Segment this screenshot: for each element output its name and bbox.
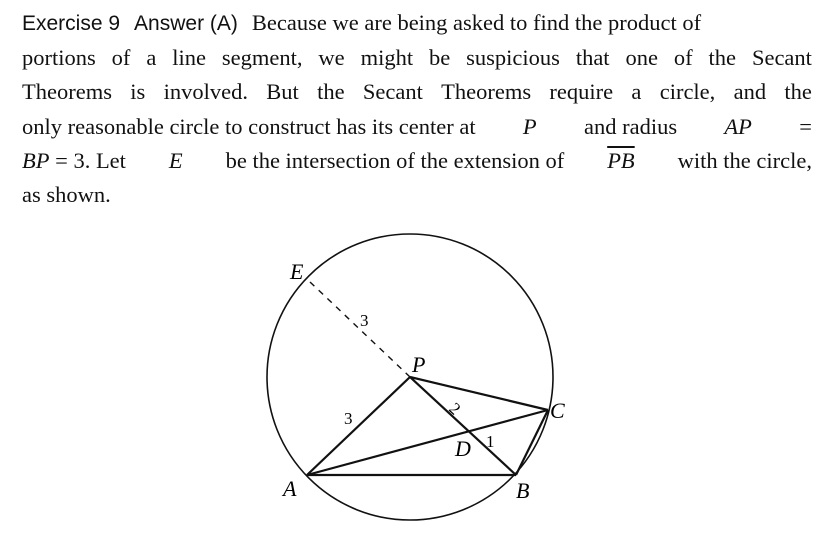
word: of — [111, 45, 131, 71]
word: might — [360, 45, 414, 71]
word: circle, — [659, 79, 716, 105]
word: But — [266, 79, 299, 105]
length-label-pd: 2 — [445, 398, 465, 419]
length-label-ep: 3 — [360, 311, 369, 330]
text-line-5c: with the circle, — [677, 147, 812, 173]
exercise-label: Exercise 9 — [22, 12, 121, 35]
word: Secant — [751, 45, 812, 71]
point-label-b: B — [516, 478, 530, 503]
word: the — [784, 79, 812, 105]
point-label-p: P — [412, 352, 426, 377]
text-line-5b: be the intersection of the extension of — [225, 147, 565, 173]
word: portions — [22, 45, 96, 71]
segment-pb: $\overline{PB}$ — [607, 147, 635, 173]
word: a — [631, 79, 642, 105]
word: require — [549, 79, 614, 105]
point-label-c: C — [550, 398, 565, 423]
word: Theorems — [441, 79, 532, 105]
word: a — [146, 45, 157, 71]
text-line-4b: and radius — [583, 113, 678, 139]
answer-label: Answer (A) — [134, 12, 238, 35]
point-label-d: D — [455, 436, 471, 461]
var-p: P — [522, 113, 537, 139]
text-line-4a: only reasonable circle to construct has its center at — [22, 113, 476, 139]
word: Theorems — [22, 79, 112, 105]
word: and — [733, 79, 767, 105]
text-line-5a: = 3. Let — [55, 147, 126, 173]
length-label-db: 1 — [486, 432, 495, 451]
word: line — [172, 45, 206, 71]
word: the — [317, 79, 345, 105]
var-ap: AP — [724, 113, 752, 139]
equals-sign: = — [799, 113, 812, 139]
var-e: E — [168, 147, 183, 173]
word: we — [318, 45, 345, 71]
text-line-1: Because we are being asked to find the product of — [251, 10, 702, 35]
word: be — [428, 45, 451, 71]
word: one — [625, 45, 658, 71]
var-bp: BP — [22, 147, 50, 173]
word: the — [708, 45, 737, 71]
length-label-ap: 3 — [344, 409, 353, 428]
word: segment, — [221, 45, 303, 71]
segment-bc — [516, 410, 548, 475]
word: is — [130, 79, 146, 105]
word: of — [673, 45, 693, 71]
word: that — [575, 45, 610, 71]
point-label-e: E — [290, 259, 304, 284]
word: suspicious — [466, 45, 560, 71]
segment-pc — [410, 377, 548, 410]
word: involved. — [163, 79, 248, 105]
word: Secant — [362, 79, 423, 105]
point-label-a: A — [283, 476, 297, 501]
text-line-6: as shown. — [22, 182, 111, 208]
